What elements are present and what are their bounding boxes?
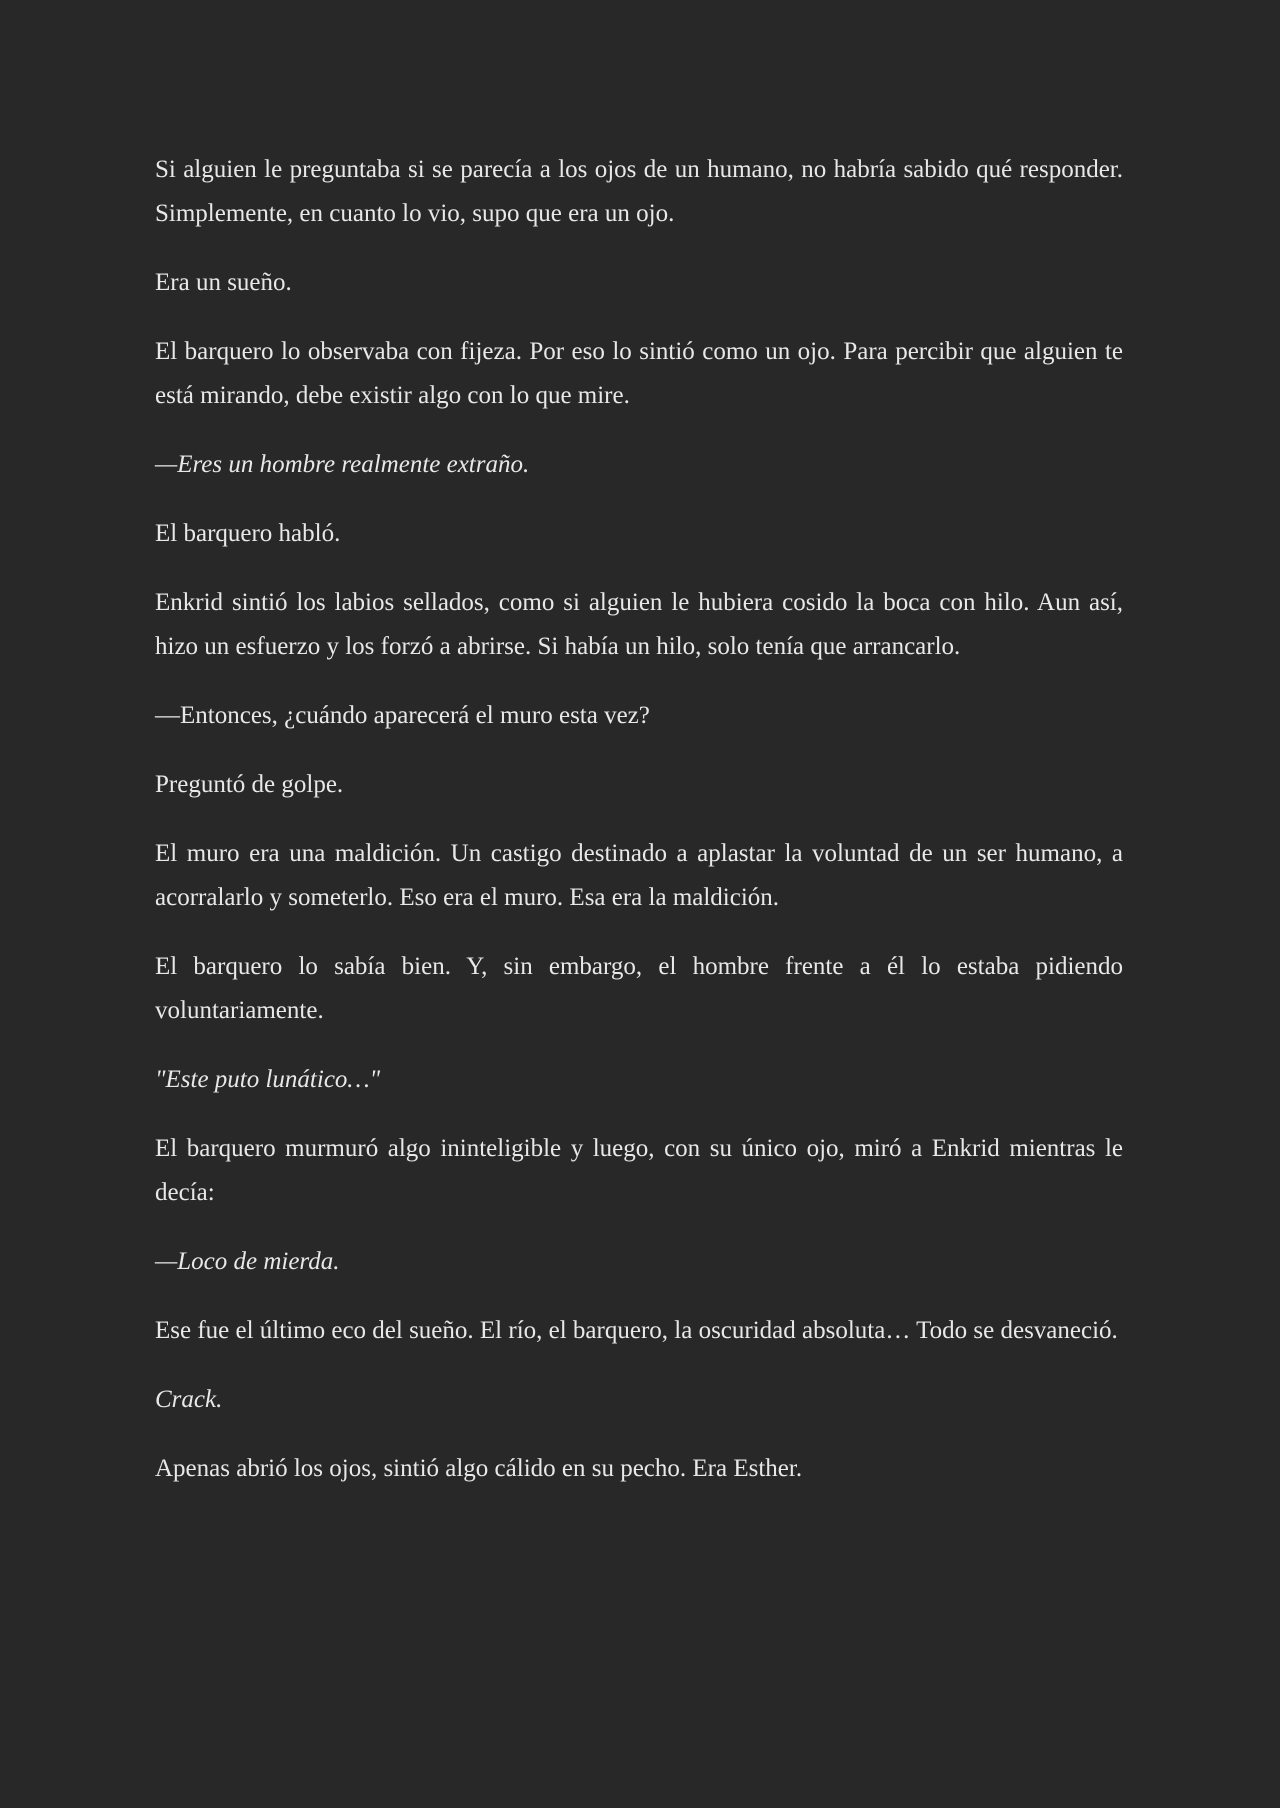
dialogue-paragraph: —Loco de mierda. xyxy=(155,1248,340,1275)
paragraph: Era un sueño. xyxy=(155,269,292,296)
dialogue-paragraph: —Eres un hombre realmente extraño. xyxy=(155,451,530,478)
paragraph: Enkrid sintió los labios sellados, como si alguien le hubiera cosido la boca con hilo. Aun así, hizo un esfuerzo y los forzó a abrirse. Si había un hilo, solo tenía que arrancarlo. xyxy=(155,589,1123,660)
chapter-text xyxy=(155,148,1123,1516)
paragraph: El muro era una maldición. Un castigo destinado a aplastar la voluntad de un ser humano, a acorralarlo y someterlo. Eso era el muro. Esa era la maldición. xyxy=(155,840,1123,911)
dialogue-paragraph: —Entonces, ¿cuándo aparecerá el muro esta vez? xyxy=(155,702,650,729)
paragraph: El barquero murmuró algo ininteligible y luego, con su único ojo, miró a Enkrid mientras le decía: xyxy=(155,1135,1123,1206)
paragraph: Apenas abrió los ojos, sintió algo cálido en su pecho. Era Esther. xyxy=(155,1455,803,1482)
sound-effect-paragraph: Crack. xyxy=(155,1386,223,1413)
thought-paragraph: "Este puto lunático…" xyxy=(155,1066,381,1093)
paragraph: El barquero lo observaba con fijeza. Por eso lo sintió como un ojo. Para percibir que alguien te está mirando, debe existir algo con lo que mire. xyxy=(155,338,1123,409)
paragraph: Ese fue el último eco del sueño. El río, el barquero, la oscuridad absoluta… Todo se desvaneció. xyxy=(155,1317,1118,1344)
paragraph: Si alguien le preguntaba si se parecía a los ojos de un humano, no habría sabido qué responder. Simplemente, en cuanto lo vio, supo que era un ojo. xyxy=(155,156,1123,227)
paragraph: El barquero lo sabía bien. Y, sin embargo, el hombre frente a él lo estaba pidiendo voluntariamente. xyxy=(155,953,1123,1024)
paragraph: El barquero habló. xyxy=(155,520,341,547)
paragraph: Preguntó de golpe. xyxy=(155,771,344,798)
